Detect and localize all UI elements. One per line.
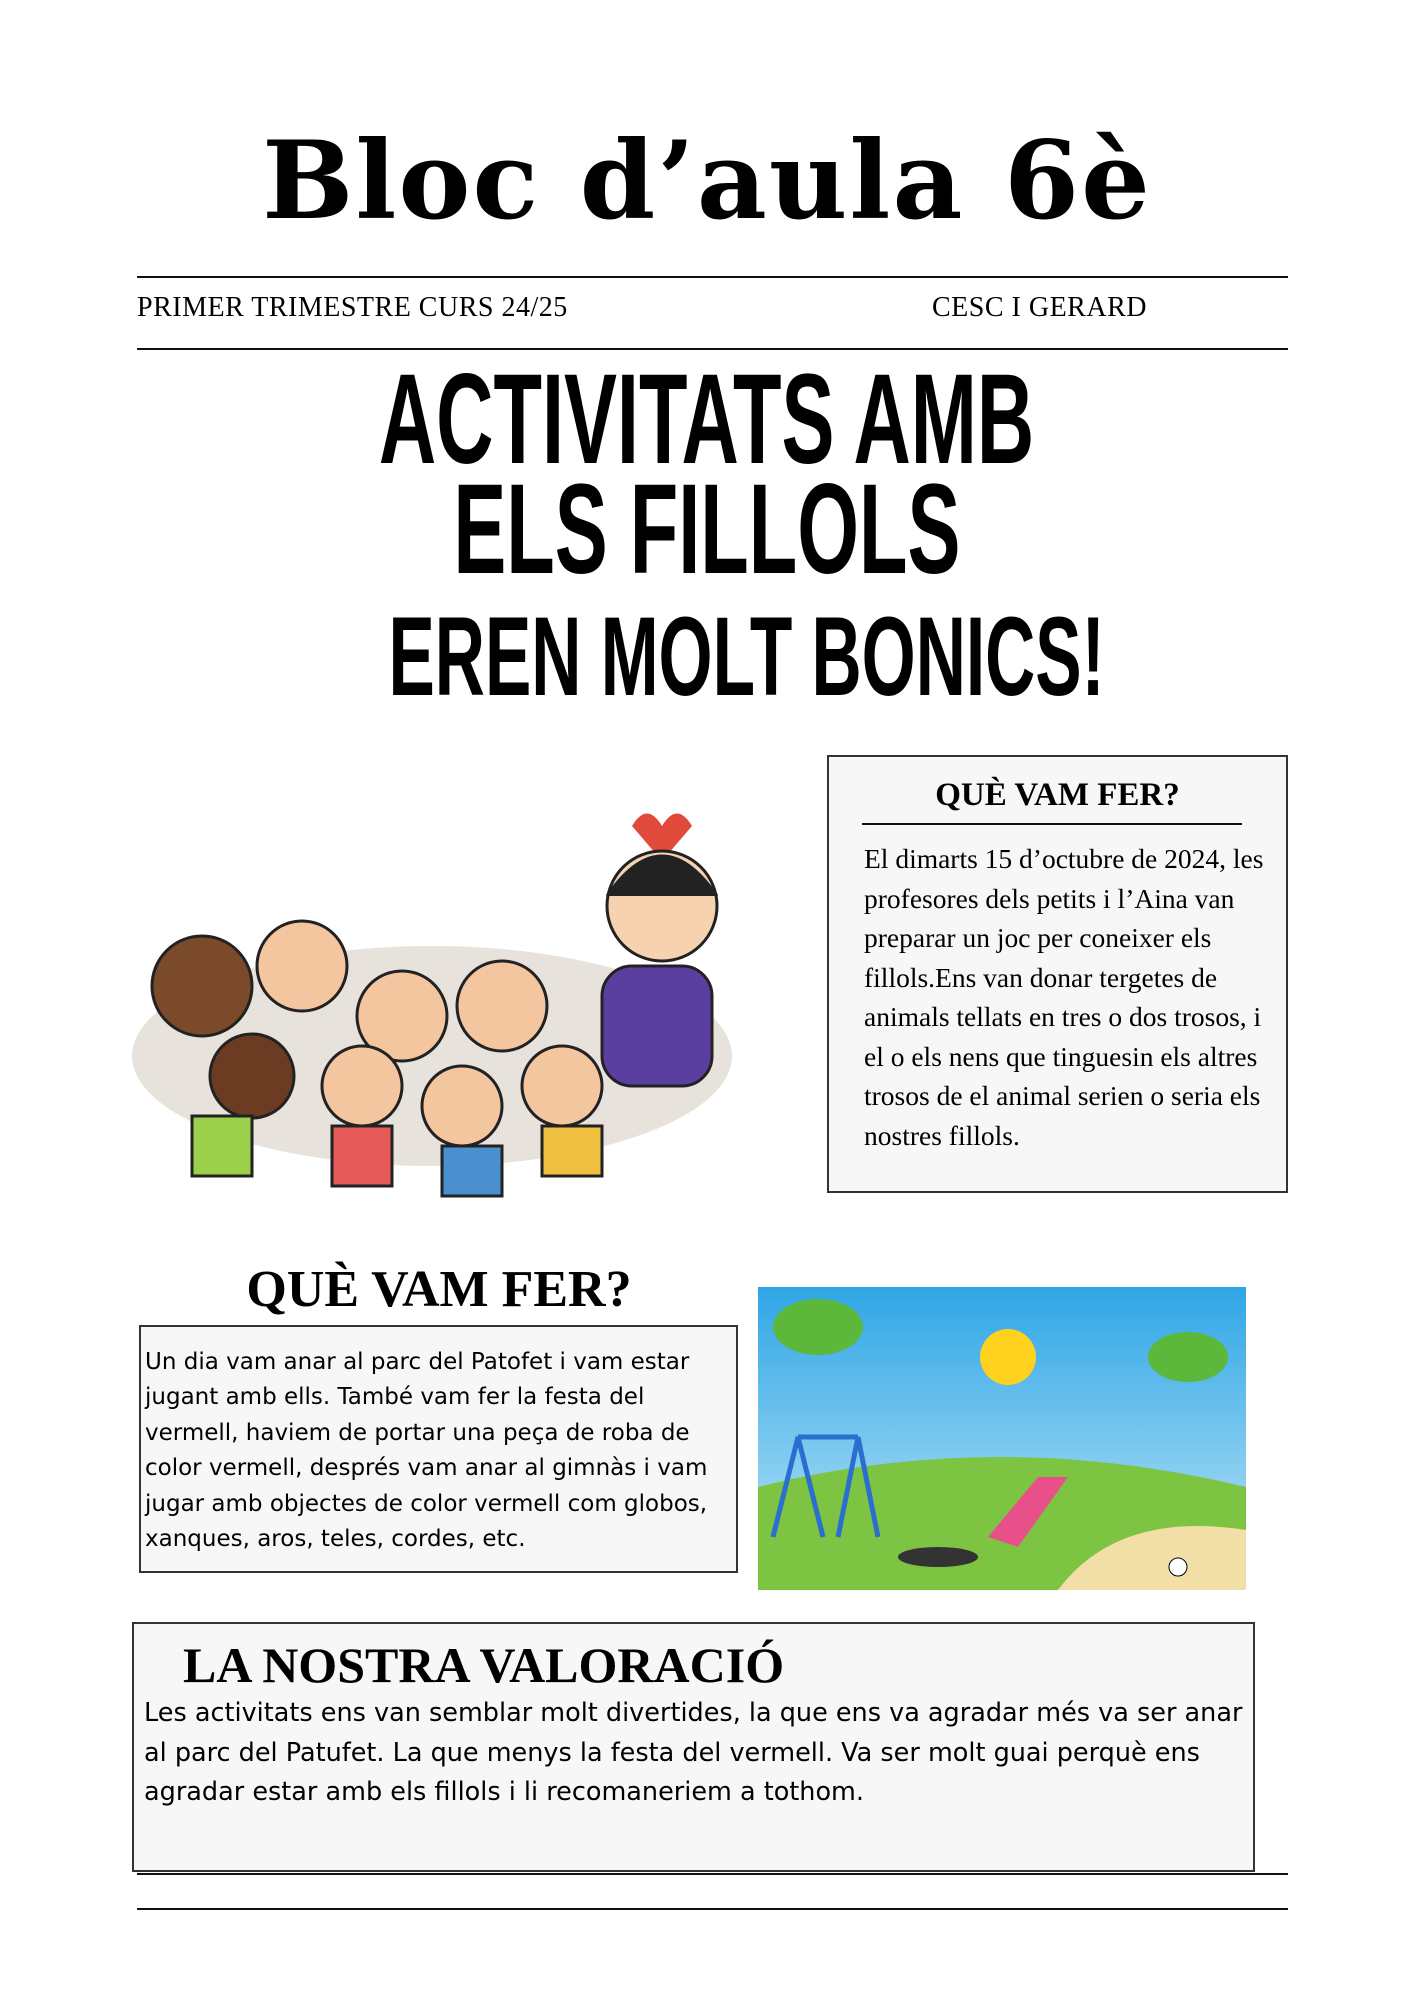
bottom-rule-1 [137,1873,1288,1875]
activity-box-1 [827,755,1288,1193]
section2-body: Un dia vam anar al parc del Patofet i vam estar jugant amb ells. També vam fer la festa del vermell, haviem de portar una peça de roba de color vermell, després vam anar al gimnàs i vam jugar amb objectes de color vermell com globos, xanques, aros, teles, cordes, etc. [145,1349,708,1553]
section3-body: Les activitats ens van semblar molt divertides, la que ens va agradar més va ser anar al parc del Patufet. La que menys la festa del vermell. Va ser molt guai perquè ens agradar estar amb els fillols i li recomaneriem a tothom. [144,1698,1243,1807]
playground-illustration [758,1287,1246,1590]
term-label: PRIMER TRIMESTRE CURS 24/25 [137,292,568,323]
section1-body: El dimarts 15 d’octubre de 2024, les profesores dels petits i l’Aina van preparar un joc per coneixer els fillols.Ens van donar tergetes de animals tellats en tres o dos trosos, i el o els nens que tinguesin els altres trosos de el animal serien o seria els nostres fillols. [864,843,1264,1151]
masthead-title: Bloc d’aula 6è [262,118,1152,244]
activity-box-2 [139,1325,738,1573]
section2-heading: QUÈ VAM FER? [246,1261,632,1318]
headline-line-1: ACTIVITATS AMB [379,348,1035,491]
bottom-rule-2 [137,1908,1288,1910]
section1-heading: QUÈ VAM FER? [935,777,1180,813]
evaluation-box [132,1622,1255,1872]
section3-heading: LA NOSTRA VALORACIÓ [183,1637,785,1693]
children-illustration [132,756,743,1221]
top-rule [137,276,1288,278]
authors-label: CESC I GERARD [932,292,1147,323]
headline-line-3: EREN MOLT BONICS! [388,594,1106,719]
sun-icon [980,1329,1036,1385]
heading-underline [862,823,1242,825]
headline-line-2: ELS FILLOLS [453,458,961,601]
